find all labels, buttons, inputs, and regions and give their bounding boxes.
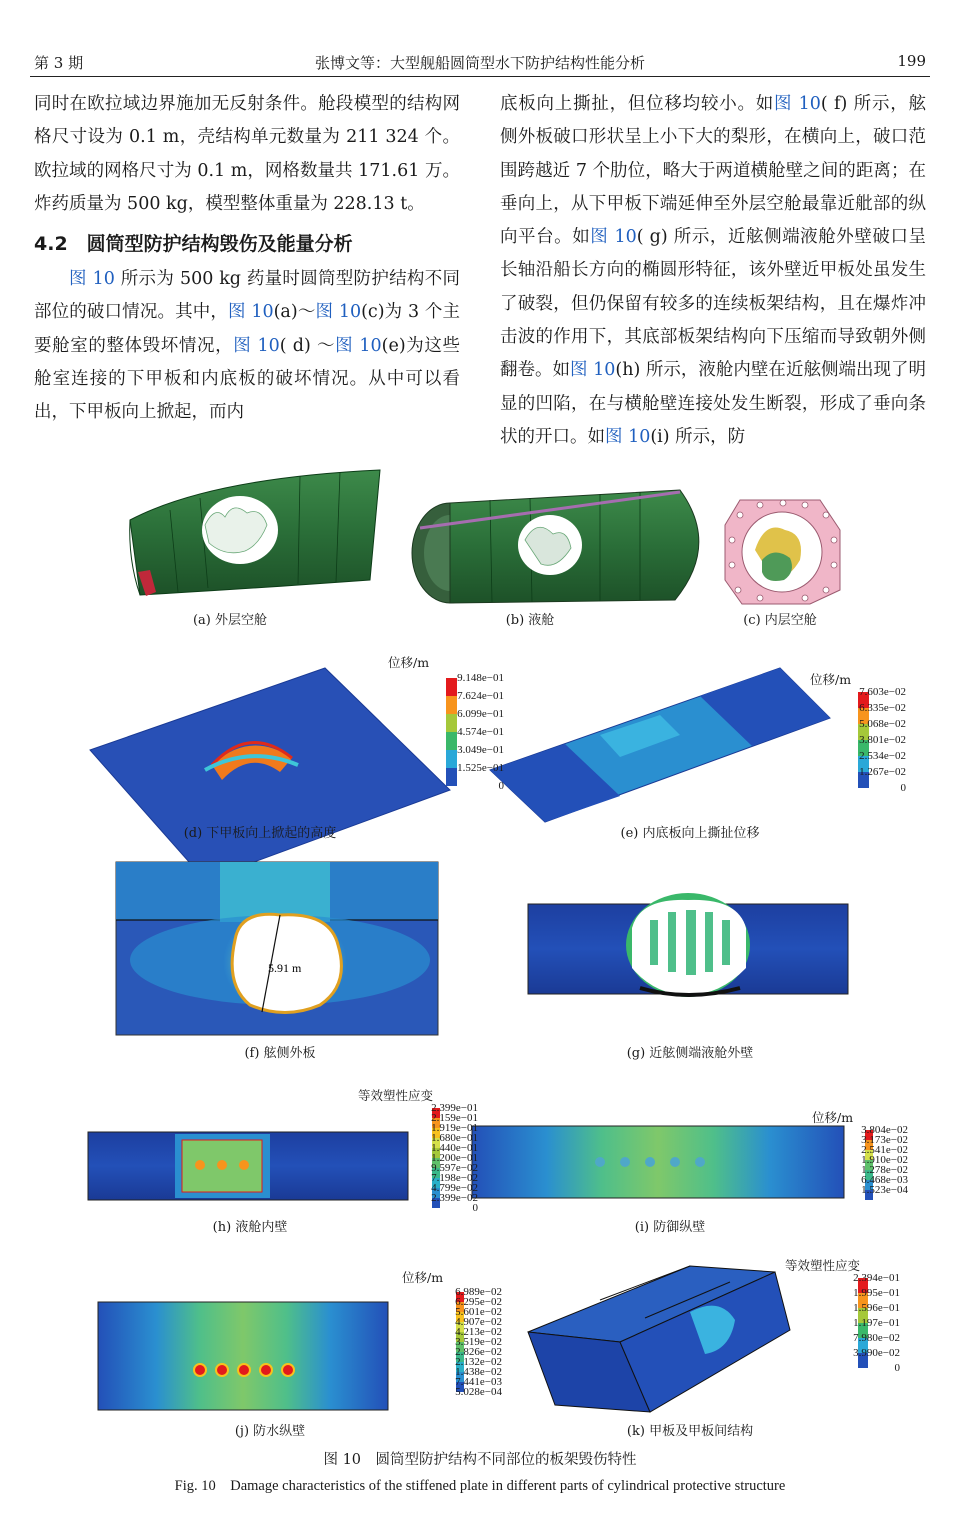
colorbar-h-title: 等效塑性应变: [358, 1088, 434, 1103]
colorbar-i-tick-label: 3.804e−02: [861, 1124, 908, 1136]
figure-link[interactable]: 图 10: [590, 227, 637, 248]
colorbar-e-tick-label: 7.603e−02: [859, 686, 906, 698]
colorbar-d-tick-label: 4.574e−01: [457, 726, 504, 738]
colorbar-j-tick-label: 2.132e−02: [455, 1356, 502, 1368]
colorbar-h-tick-label: 2.159e−01: [431, 1112, 478, 1124]
section-heading: 4.2 圆筒型防护结构毁伤及能量分析: [34, 233, 353, 256]
colorbar-e-title: 位移/m: [810, 672, 852, 687]
colorbar-j-tick-label: 5.028e−04: [455, 1386, 502, 1398]
f-dimension-label: 5.91 m: [268, 961, 302, 975]
figure-link[interactable]: 图 10: [570, 360, 616, 381]
colorbar-h-tick-label: 1.680e−01: [431, 1132, 478, 1144]
caption-a: (a) 外层空舱: [192, 613, 268, 628]
colorbar-i-tick-label: 1.910e−02: [861, 1154, 908, 1166]
colorbar-k-tick-label: 1.596e−01: [853, 1302, 900, 1314]
subfig-j-watertight-bulkhead: [98, 1302, 388, 1410]
colorbar-i-tick-label: 1.523e−04: [861, 1184, 908, 1196]
caption-h: (h) 液舱内壁: [212, 1220, 288, 1235]
caption-e: (e) 内底板向上撕扯位移: [620, 826, 760, 841]
subfig-g-tank-outer-wall: [528, 893, 848, 997]
colorbar-k-title: 等效塑性应变: [785, 1258, 861, 1273]
colorbar-d-tick-label: 3.049e−01: [457, 744, 504, 756]
colorbar-j-tick-label: 5.601e−02: [455, 1306, 502, 1318]
colorbar-d-tick-label: 0: [498, 780, 504, 792]
caption-b: (b) 液舱: [505, 613, 555, 628]
caption-f: (f) 舷侧外板: [244, 1046, 316, 1061]
colorbar-h-tick-label: 4.799e−02: [431, 1182, 478, 1194]
colorbar-k-tick-label: 7.980e−02: [853, 1332, 900, 1344]
colorbar-e-tick-label: 1.267e−02: [859, 766, 906, 778]
subfig-f-side-shell: [116, 862, 438, 1035]
colorbar-i-tick-label: 6.468e−03: [861, 1174, 908, 1186]
figure-link[interactable]: 图 10: [315, 302, 362, 323]
paragraph: 同时在欧拉域边界施加无反射条件。舱段模型的结构网格尺寸设为 0.1 m，壳结构单元数量为 211 324 个。欧拉域的网格尺寸为 0.1 m，网格数量共 171.61 万。炸药质量为 500 kg，模型整体重量为 228.13 t。: [34, 94, 460, 214]
subfig-b-liquid-tank: [412, 490, 699, 603]
colorbar-h-tick-label: 1.200e−01: [431, 1152, 478, 1164]
colorbar-h-tick-label: 1.919e−01: [431, 1122, 478, 1134]
subfig-h-tank-inner-wall: [88, 1132, 408, 1200]
paragraph: 底板向上撕扯，但位移均较小。如图 10( f) 所示，舷侧外板破口形状呈上小下大的梨形，在横向上，破口范围跨越近 7 个肋位，略大于两道横舱壁之间的距离；在垂向上，从下甲板下端延伸至外层空舱最靠近舭部的纵向平台。如图 10( g) 所示，近舷侧端液舱外壁破口呈长轴沿船长方向的椭圆形特征，该外壁近甲板处虽发生了破裂，但仍保留有较多的连续板架结构，且在爆炸冲击波的作用下，其底部板架结构向下压缩而导致朝外侧翻卷。如图 10(h) 所示，液舱内壁在近舷侧端出现了明显的凹陷，在与横舱壁连接处发生断裂，形成了垂向条状的开口。如图 10(i) 所示，防: [500, 94, 926, 447]
figure-link[interactable]: 图 10: [774, 94, 821, 114]
colorbar-d-tick-label: 1.525e−01: [457, 762, 504, 774]
colorbar-j-tick-label: 3.519e−02: [455, 1336, 502, 1348]
colorbar-e-tick-label: 3.801e−02: [859, 734, 906, 746]
caption-j: (j) 防水纵壁: [234, 1424, 306, 1439]
figure-link[interactable]: 图 10: [335, 335, 382, 356]
figure-link[interactable]: 图 10: [228, 302, 274, 323]
colorbar-i-tick-label: 2.541e−02: [861, 1144, 908, 1156]
colorbar-k-tick-label: 1.197e−01: [853, 1317, 900, 1329]
colorbar-k-tick-label: 1.995e−01: [853, 1287, 900, 1299]
page-number: 199: [897, 52, 926, 70]
colorbar-j-tick-label: 2.826e−02: [455, 1346, 502, 1358]
figure-caption-en: Fig. 10 Damage characteristics of the stiffened plate in different parts of cylindrical protective structure: [174, 1478, 786, 1494]
colorbar-j-tick-label: 1.438e−02: [455, 1366, 502, 1378]
colorbar-j-tick-label: 7.441e−03: [455, 1376, 502, 1388]
colorbar-i-tick-label: 1.278e−02: [861, 1164, 908, 1176]
colorbar-j-tick-label: 4.907e−02: [455, 1316, 502, 1328]
running-title: 张博文等：大型舰船圆筒型水下防护结构性能分析: [314, 54, 645, 72]
figure-caption-cn: 图 10 圆筒型防护结构不同部位的板架毁伤特性: [323, 1452, 637, 1468]
subfig-e-inner-bottom: [490, 668, 830, 822]
colorbar-d-tick-label: 9.148e−01: [457, 672, 504, 684]
colorbar-e-tick-label: 6.335e−02: [859, 702, 906, 714]
caption-c: (c) 内层空舱: [743, 613, 817, 628]
issue-number: 第 3 期: [34, 54, 84, 72]
caption-k: (k) 甲板及甲板间结构: [626, 1424, 754, 1439]
colorbar-j-tick-label: 6.295e−02: [455, 1296, 502, 1308]
figure-link[interactable]: 图 10: [605, 426, 651, 447]
subfig-k-decks: [528, 1266, 790, 1412]
colorbar-h-tick-label: 7.198e−02: [431, 1172, 478, 1184]
colorbar-d-tick-label: 7.624e−01: [457, 690, 504, 702]
colorbar-e-tick-label: 2.534e−02: [859, 750, 906, 762]
caption-i: (i) 防御纵壁: [634, 1220, 706, 1235]
colorbar-k-tick-label: 2.394e−01: [853, 1272, 900, 1284]
colorbar-k-tick-label: 0: [894, 1362, 900, 1374]
colorbar-h-tick-label: 2.399e−01: [431, 1102, 478, 1114]
colorbar-d-title: 位移/m: [388, 655, 430, 670]
colorbar-i-title: 位移/m: [812, 1110, 854, 1125]
colorbar-j-tick-label: 6.989e−02: [455, 1286, 502, 1298]
caption-d: (d) 下甲板向上掀起的高度: [183, 826, 337, 841]
colorbar-j-tick-label: 4.213e−02: [455, 1326, 502, 1338]
subfig-i-defensive-bulkhead: [472, 1126, 844, 1198]
colorbar-h-tick-label: 1.440e−01: [431, 1142, 478, 1154]
subfig-a-outer-void: [130, 470, 380, 596]
figure-link[interactable]: 图 10: [233, 335, 280, 356]
colorbar-h-tick-label: 0: [472, 1202, 478, 1214]
colorbar-h-tick-label: 9.597e−02: [431, 1162, 478, 1174]
colorbar-j-title: 位移/m: [402, 1270, 444, 1285]
figure-link[interactable]: 图 10: [69, 269, 115, 290]
colorbar-e-tick-label: 5.068e−02: [859, 718, 906, 730]
paragraph: 图 10 所示为 500 kg 药量时圆筒型防护结构不同部位的破口情况。其中，图 10(a)～图 10(c)为 3 个主要舱室的整体毁坏情况，图 10( d) ～图 10(e)为这些舱室连接的下甲板和内底板的破坏情况。从中可以看出，下甲板向上掀起，而内: [34, 269, 461, 423]
colorbar-k-tick-label: 3.990e−02: [853, 1347, 900, 1359]
colorbar-d-tick-label: 6.099e−01: [457, 708, 504, 720]
subfig-c-inner-void: [725, 500, 840, 604]
colorbar-e-tick-label: 0: [900, 782, 906, 794]
subfig-d-lower-deck: [90, 668, 450, 880]
colorbar-i-tick-label: 3.173e−02: [861, 1134, 908, 1146]
colorbar-h-tick-label: 2.399e−02: [431, 1192, 478, 1204]
caption-g: (g) 近舷侧端液舱外壁: [626, 1046, 754, 1061]
